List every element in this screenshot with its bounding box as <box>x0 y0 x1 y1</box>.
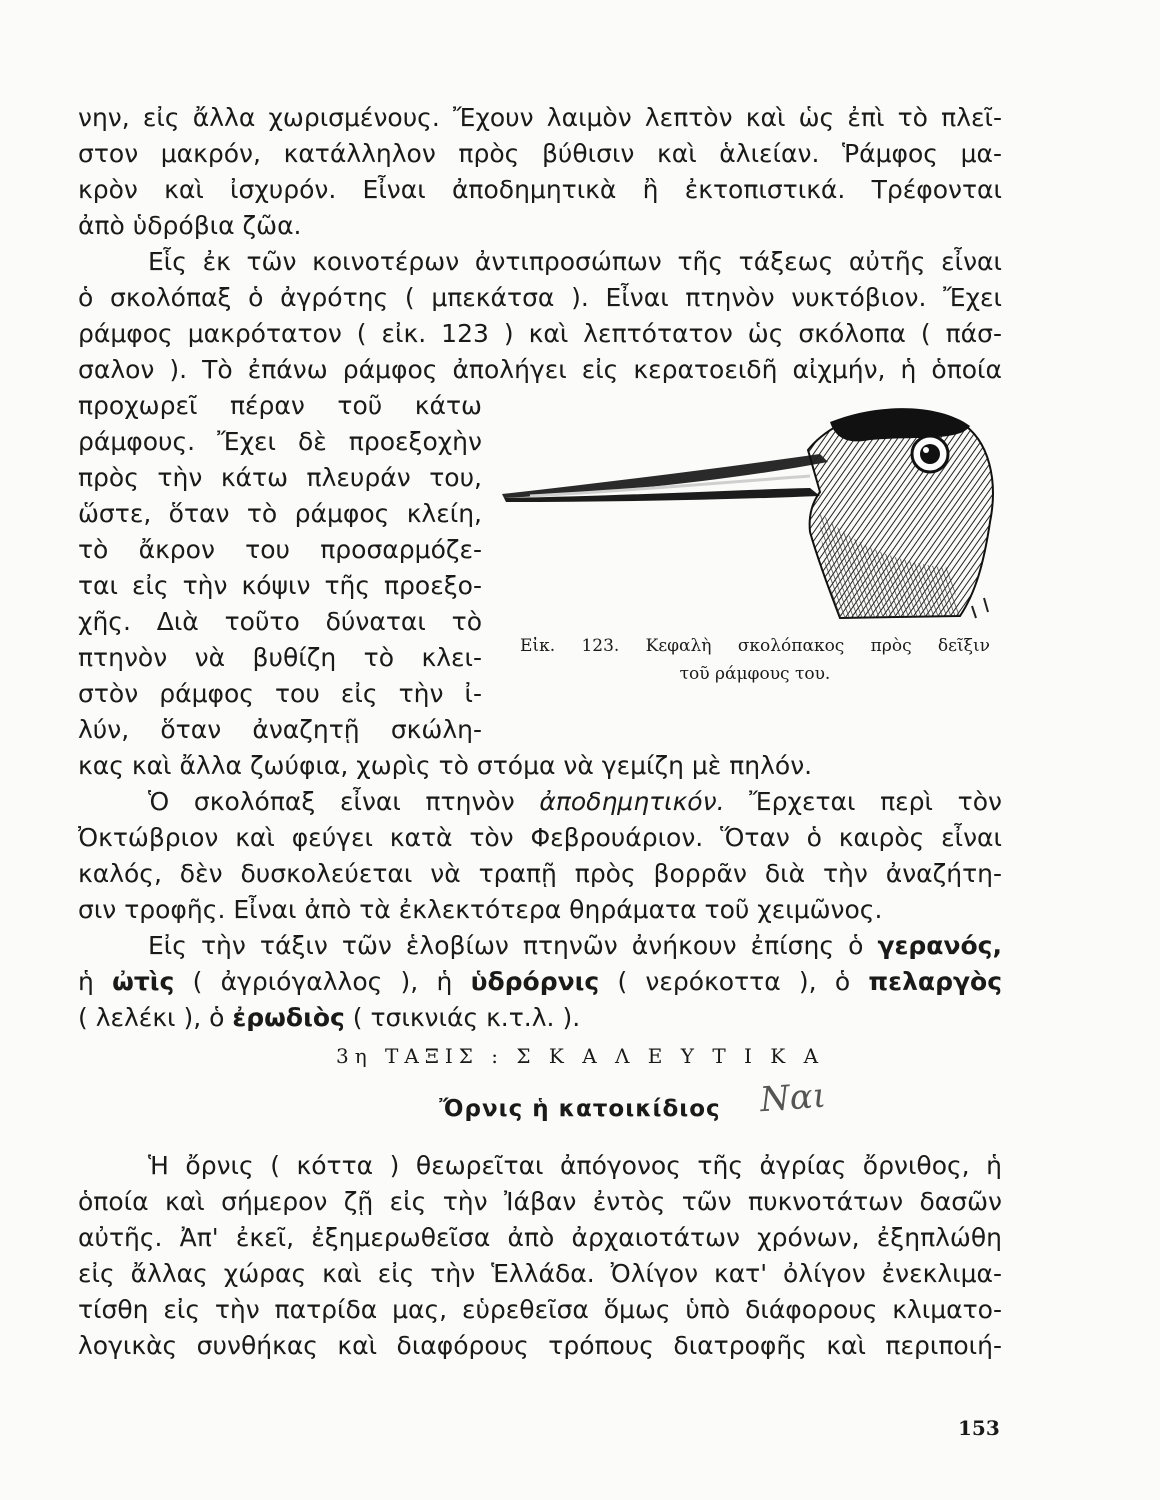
text-line: πρὸς τὴν κάτω πλευράν του, <box>78 463 482 492</box>
page-number: 153 <box>958 1416 1000 1440</box>
text-line <box>148 784 1002 820</box>
text-line: λογικὰς συνθήκας καὶ διαφόρους τρόπους διατροφῆς καὶ περιποιή- <box>78 1331 1002 1360</box>
text-span: ( τσικνιάς κ.τ.λ. ). <box>344 1003 581 1032</box>
figure-caption: Εἰκ. 123. Κεφαλὴ σκολόπακος πρὸς δεῖξιν <box>520 636 990 656</box>
text-line: κρὸν καὶ ἰσχυρόν. Εἶναι ἀποδημητικὰ ἢ ἐκτοπιστικά. Τρέφονται <box>78 175 1002 204</box>
text-line: ράμφος μακρότατον ( εἰκ. 123 ) καὶ λεπτότατον ὡς σκόλοπα ( πάσ- <box>78 319 1002 348</box>
text-span: Εἰς τὴν τάξιν τῶν ἑλοβίων πτηνῶν ἀνήκουν ἐπίσης ὁ <box>148 931 878 960</box>
text-line: ὁ σκολόπαξ ὁ ἀγρότης ( μπεκάτσα ). Εἶναι πτηνὸν νυκτόβιον. Ἔχει <box>78 283 1002 312</box>
handwritten-note: Ναι <box>758 1075 828 1121</box>
text-line: χῆς. Διὰ τοῦτο δύναται τὸ <box>78 607 482 636</box>
text-line <box>78 1000 1002 1036</box>
italic-term: ἀποδημητικόν. <box>539 787 725 816</box>
text-line: τίσθη εἰς τὴν πατρίδα μας, εὑρεθεῖσα ὅμως ὑπὸ διάφορους κλιματο- <box>78 1295 1002 1324</box>
text-line: εἰς ἄλλας χώρας καὶ εἰς τὴν Ἑλλάδα. Ὀλίγον κατ' ὀλίγον ἐνεκλιμα- <box>78 1259 1002 1288</box>
woodcock-head-illustration <box>490 392 1000 624</box>
text-line: στον μακρόν, κατάλληλον πρὸς βύθισιν καὶ ἁλιείαν. Ῥάμφος μα- <box>78 139 1002 168</box>
bold-term: ὠτὶς <box>112 967 175 996</box>
text-line: λύν, ὅταν ἀναζητῇ σκώλη- <box>78 715 482 744</box>
text-span: Ὁ σκολόπαξ εἶναι πτηνὸν <box>148 787 540 816</box>
bold-term: ἐρωδιὸς <box>232 1003 345 1032</box>
text-line <box>148 928 1002 964</box>
bold-term: πελαργὸς <box>868 967 1003 996</box>
text-span: ( ἀγριόγαλλος ), ἡ <box>174 967 471 996</box>
section-title: Ὄρνις ἡ κατοικίδιος <box>439 1096 721 1122</box>
text-span: ( νερόκοττα ), ὁ <box>599 967 869 996</box>
text-line: κας καὶ ἄλλα ζωύφια, χωρὶς τὸ στόμα νὰ γεμίζη μὲ πηλόν. <box>78 751 813 780</box>
text-line: ὁποία καὶ σήμερον ζῇ εἰς τὴν Ἰάβαν ἐντὸς τῶν πυκνοτάτων δασῶν <box>78 1187 1002 1216</box>
text-line: ὥστε, ὅταν τὸ ράμφος κλείη, <box>78 499 482 528</box>
text-line: ἀπὸ ὑδρόβια ζῶα. <box>78 211 302 240</box>
text-line: αὐτῆς. Ἀπ' ἐκεῖ, ἐξημερωθεῖσα ἀπὸ ἀρχαιοτάτων χρόνων, ἐξηπλώθη <box>78 1223 1002 1252</box>
text-line: ται εἰς τὴν κόψιν τῆς προεξο- <box>78 571 482 600</box>
text-span: ἡ <box>78 967 113 996</box>
text-line: τὸ ἄκρον του προσαρμόζε- <box>78 535 482 564</box>
text-line: Ἡ ὄρνις ( κόττα ) θεωρεῖται ἀπόγονος τῆς ἀγρίας ὄρνιθος, ἡ <box>148 1151 1002 1180</box>
text-line <box>78 964 1002 1000</box>
text-span: ( λελέκι ), ὁ <box>78 1003 233 1032</box>
text-line: σιν τροφῆς. Εἶναι ἀπὸ τὰ ἐκλεκτότερα θηράματα τοῦ χειμῶνος. <box>78 895 883 924</box>
text-line: σαλον ). Τὸ ἐπάνω ράμφος ἀπολήγει εἰς κερατοειδῆ αἰχμήν, ἡ ὁποία <box>78 355 1002 384</box>
text-line: Ὀκτώβριον καὶ φεύγει κατὰ τὸν Φεβρουάριον. Ὅταν ὁ καιρὸς εἶναι <box>78 823 1002 852</box>
text-line: καλός, δὲν δυσκολεύεται νὰ τραπῇ πρὸς βορρᾶν διὰ τὴν ἀναζήτη- <box>78 859 1002 888</box>
text-line: στὸν ράμφος του εἰς τὴν ἰ- <box>78 679 482 708</box>
text-line: ράμφους. Ἔχει δὲ προεξοχὴν <box>78 427 482 456</box>
text-line: νην, εἰς ἄλλα χωρισμένους. Ἔχουν λαιμὸν λεπτὸν καὶ ὡς ἐπὶ τὸ πλεῖ- <box>78 103 1002 132</box>
text-line: προχωρεῖ πέραν τοῦ κάτω <box>78 391 482 420</box>
bold-term: ὑδρόρνις <box>470 967 600 996</box>
text-line: πτηνὸν νὰ βυθίζη τὸ κλει- <box>78 643 482 672</box>
bold-term: γερανός, <box>877 931 1002 960</box>
section-heading: 3η ΤΑΞΙΣ : Σ Κ Α Λ Ε Υ Τ Ι Κ Α <box>335 1044 825 1068</box>
figure-caption: τοῦ ράμφους του. <box>679 664 831 684</box>
text-line: Εἷς ἐκ τῶν κοινοτέρων ἀντιπροσώπων τῆς τάξεως αὐτῆς εἶναι <box>148 247 1002 276</box>
text-span: Ἔρχεται περὶ τὸν <box>724 787 1002 816</box>
